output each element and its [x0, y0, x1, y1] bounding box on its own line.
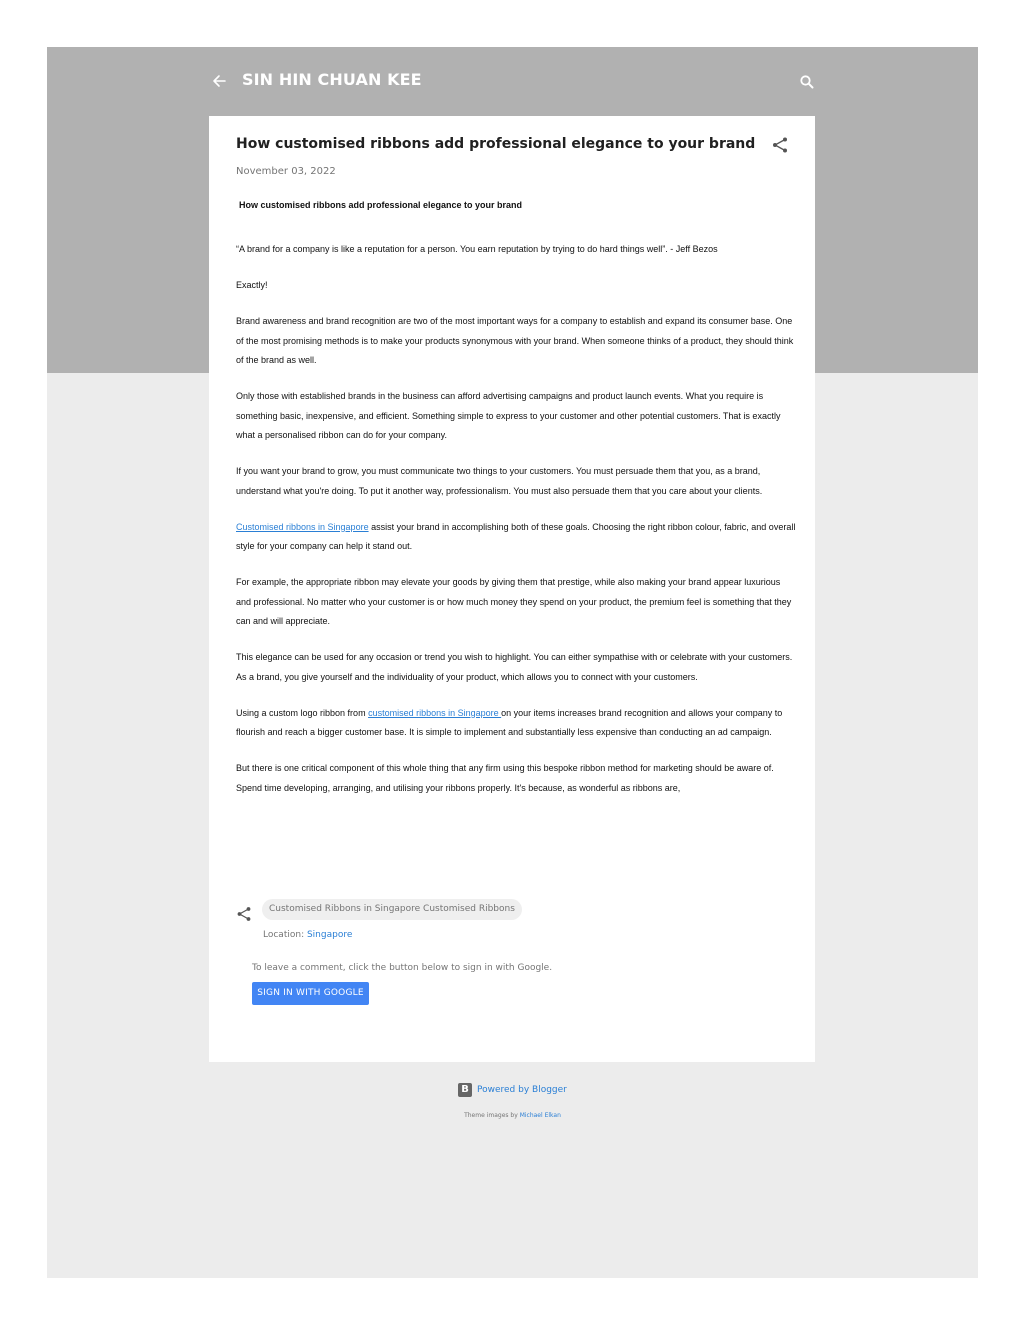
post-body: [236, 196, 796, 815]
paragraph-5: For example, the appropriate ribbon may elevate your goods by giving them that prestige, while also making your brand appear luxurious and professional. No matter who your customer is or how much money they spend on your product, the premium feel is something that they can and will appreciate.: [236, 577, 792, 626]
paragraph-7: [236, 704, 796, 743]
post-quote: “A brand for a company is like a reputation for a person. You earn reputation by trying to do hard things well”. - Jeff Bezos: [236, 244, 718, 254]
customised-ribbons-link[interactable]: Customised ribbons in Singapore: [236, 521, 369, 532]
location-label: Location:: [263, 930, 307, 940]
arrow-left-icon[interactable]: [209, 71, 229, 91]
theme-author-link[interactable]: Michael Elkan: [519, 1112, 561, 1119]
post-location: [263, 930, 352, 940]
post-date: November 03, 2022: [236, 166, 336, 177]
blog-title[interactable]: SIN HIN CHUAN KEE: [242, 70, 422, 89]
sign-in-with-google-button[interactable]: SIGN IN WITH GOOGLE: [252, 982, 369, 1005]
paragraph-7-lead: Using a custom logo ribbon from: [236, 707, 369, 718]
paragraph-exactly: Exactly!: [236, 280, 268, 290]
paragraph-2: Only those with established brands in the business can afford advertising campaigns and product launch events. What you require is something basic, inexpensive, and efficient. Something simple to express to your customer and other potential customers. That is exactly what a personalised ribbon can do for your company.: [236, 391, 781, 440]
share-icon[interactable]: [771, 136, 789, 154]
paragraph-1: Brand awareness and brand recognition are two of the most important ways for a company to establish and expand its consumer base. One of the most promising methods is to make your products synonymous with your brand. When someone thinks of a product, they should think of the brand as well.: [236, 316, 794, 365]
post-subheading: How customised ribbons add professional elegance to your brand: [239, 200, 523, 210]
blogger-icon: B: [458, 1083, 472, 1097]
page-frame: [47, 47, 978, 1278]
share-icon[interactable]: [236, 906, 252, 922]
comment-note: To leave a comment, click the button below to sign in with Google.: [252, 963, 553, 973]
theme-credit: [47, 1112, 978, 1119]
paragraph-3: If you want your brand to grow, you must communicate two things to your customers. You must persuade them that you, as a brand, understand what you're doing. To put it another way, professionalism. You must also persuade them that you care about your clients.: [236, 466, 763, 496]
powered-by-text: Powered by Blogger: [477, 1085, 567, 1095]
post-card: [209, 116, 815, 1062]
post-labels-chip[interactable]: Customised Ribbons in Singapore Customised Ribbons: [262, 899, 522, 920]
paragraph-4: [236, 518, 796, 557]
customised-ribbons-link-2[interactable]: customised ribbons in Singapore: [368, 707, 502, 718]
paragraph-8: But there is one critical component of this whole thing that any firm using this bespoke ribbon method for marketing should be aware of. Spend time developing, arranging, and utilising your ribbons properly. It's because, as wonderful as ribbons are,: [236, 763, 774, 793]
location-link[interactable]: Singapore: [306, 930, 353, 940]
paragraph-6: This elegance can be used for any occasion or trend you wish to highlight. You can either sympathise with or celebrate with your customers. As a brand, you give yourself and the individuality of your product, which allows you to connect with your customers.: [236, 652, 793, 682]
paragraph-4-text: assist your brand in accomplishing both of these goals. Choosing the right ribbon colour, fabric, and overall style for your company can help it stand out.: [236, 521, 796, 551]
paragraph-7-text: on your items increases brand recognition and allows your company to flourish and reach a bigger customer base. It is simple to implement and substantially less expensive than conducting an ad campaign.: [236, 707, 783, 737]
post-title: How customised ribbons add professional elegance to your brand: [236, 136, 756, 152]
search-icon[interactable]: [797, 72, 817, 92]
theme-credit-prefix: Theme images by: [464, 1112, 520, 1119]
powered-by-blogger-link[interactable]: [458, 1083, 567, 1097]
